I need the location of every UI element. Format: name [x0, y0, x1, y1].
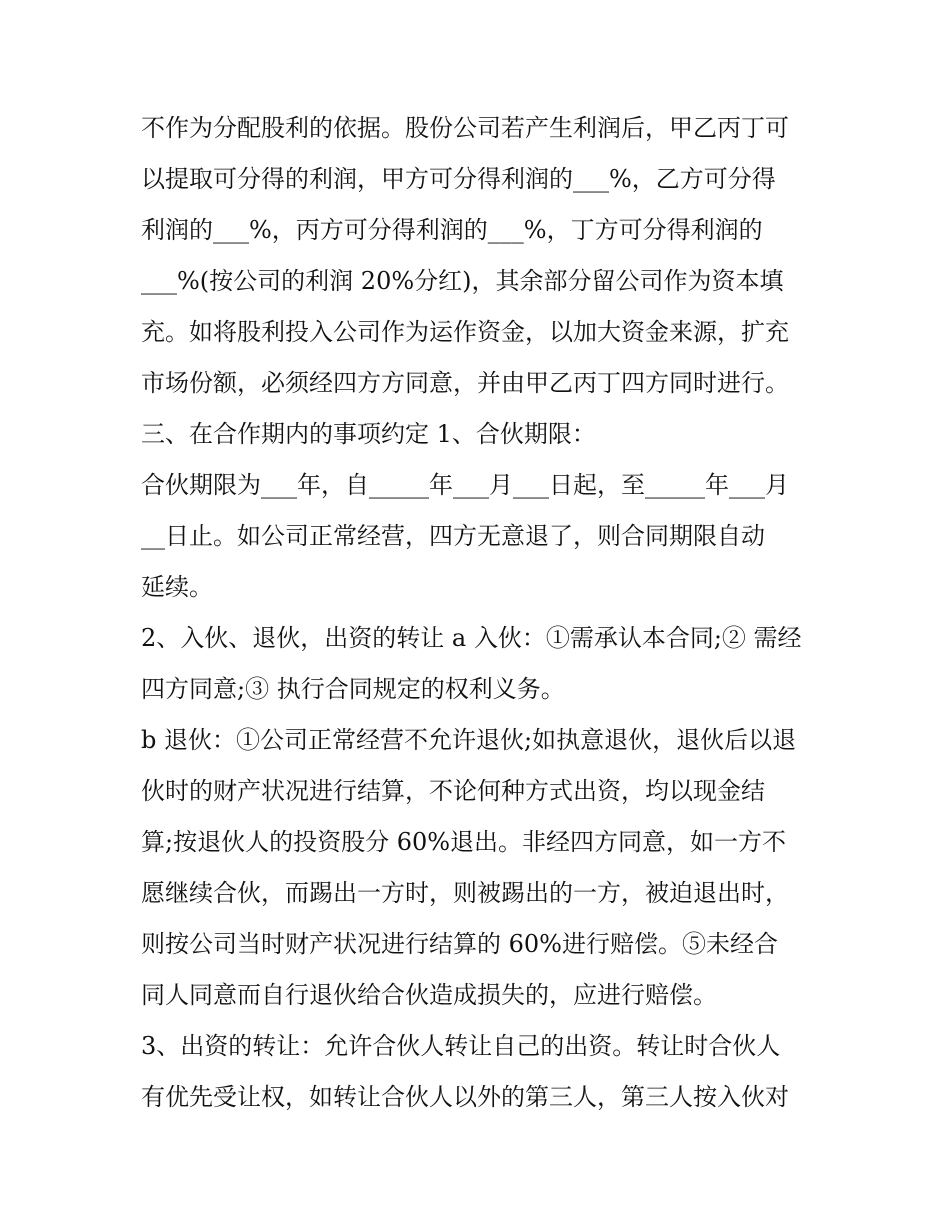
- text-line: 以提取可分得的利润，甲方可分得利润的___%，乙方可分得: [141, 165, 776, 193]
- text-line: 利润的___%，丙方可分得利润的___%，丁方可分得利润的: [141, 216, 763, 244]
- text-line: 则按公司当时财产状况进行结算的 60%进行赔偿。⑤未经合: [141, 930, 778, 958]
- text-line: 算;按退伙人的投资股分 60%退出。非经四方同意，如一方不: [141, 828, 787, 856]
- text-line: 伙时的财产状况进行结算，不论何种方式出资，均以现金结: [141, 777, 765, 805]
- text-line: 市场份额，必须经四方方同意，并由甲乙丙丁四方同时进行。: [141, 369, 789, 397]
- text-line: 愿继续合伙，而踢出一方时，则被踢出的一方，被迫退出时，: [141, 879, 789, 907]
- section-heading: 三、在合作期内的事项约定 1、合伙期限：: [141, 420, 596, 448]
- text-line: b 退伙：①公司正常经营不允许退伙;如执意退伙，退伙后以退: [141, 726, 797, 754]
- text-line: 有优先受让权，如转让合伙人以外的第三人，第三人按入伙对: [141, 1083, 789, 1111]
- text-line: 四方同意;③ 执行合同规定的权利义务。: [141, 675, 565, 703]
- text-line: 3、出资的转让：允许合伙人转让自己的出资。转让时合伙人: [141, 1032, 781, 1060]
- text-line: __日止。如公司正常经营，四方无意退了，则合同期限自动: [141, 522, 765, 550]
- document-body: [141, 103, 821, 1123]
- text-line: 不作为分配股利的依据。股份公司若产生利润后，甲乙丙丁可: [141, 114, 789, 142]
- text-line: 充。如将股利投入公司作为运作资金，以加大资金来源，扩充: [141, 318, 789, 346]
- text-line: ___%(按公司的利润 20%分红)，其余部分留公司作为资本填: [141, 267, 784, 295]
- text-line: 2、入伙、退伙，出资的转让 a 入伙：①需承认本合同;② 需经: [141, 624, 802, 652]
- text-line: 同人同意而自行退伙给合伙造成损失的，应进行赔偿。: [141, 981, 717, 1009]
- text-line: 延续。: [141, 573, 213, 601]
- text-line: 合伙期限为___年，自_____年___月___日起，至_____年___月: [141, 471, 789, 499]
